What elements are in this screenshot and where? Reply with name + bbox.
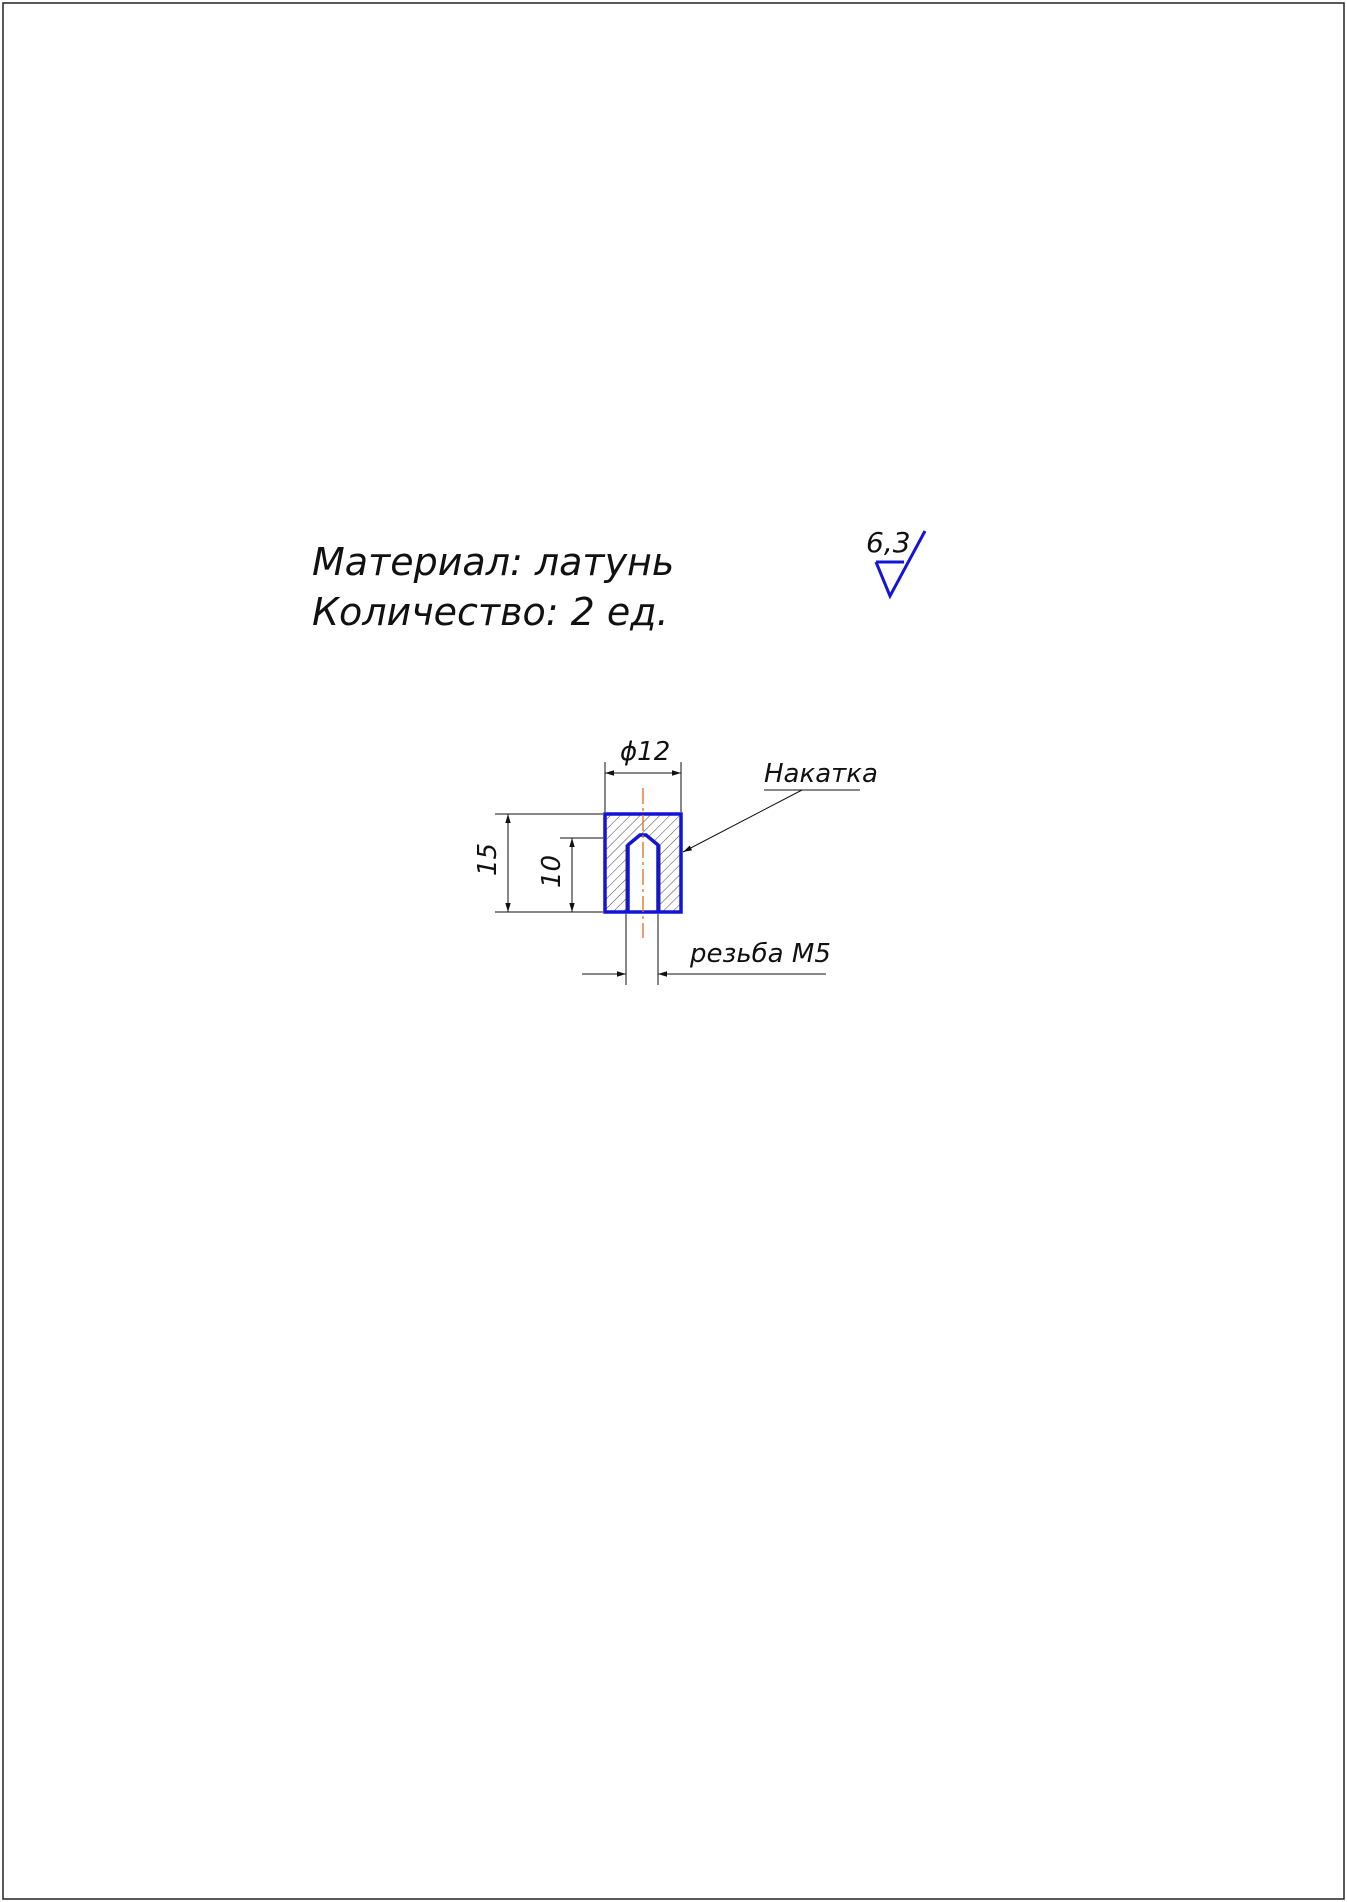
knurling-label: Накатка — [764, 759, 878, 789]
material-note: Материал: латунь — [312, 540, 675, 584]
diameter-label: ϕ12 — [620, 737, 671, 767]
height-label: 15 — [473, 842, 503, 876]
part-section — [605, 788, 681, 938]
sheet-frame — [3, 3, 1344, 1899]
roughness-symbol — [866, 526, 925, 596]
thread-label: резьба М5 — [690, 939, 831, 969]
thread-dimension — [582, 914, 831, 985]
knurling-callout — [683, 759, 878, 852]
quantity-note: Количество: 2 ед. — [312, 590, 669, 634]
depth-dimension — [537, 838, 603, 912]
roughness-value: 6,3 — [866, 526, 911, 559]
depth-label: 10 — [537, 854, 567, 888]
